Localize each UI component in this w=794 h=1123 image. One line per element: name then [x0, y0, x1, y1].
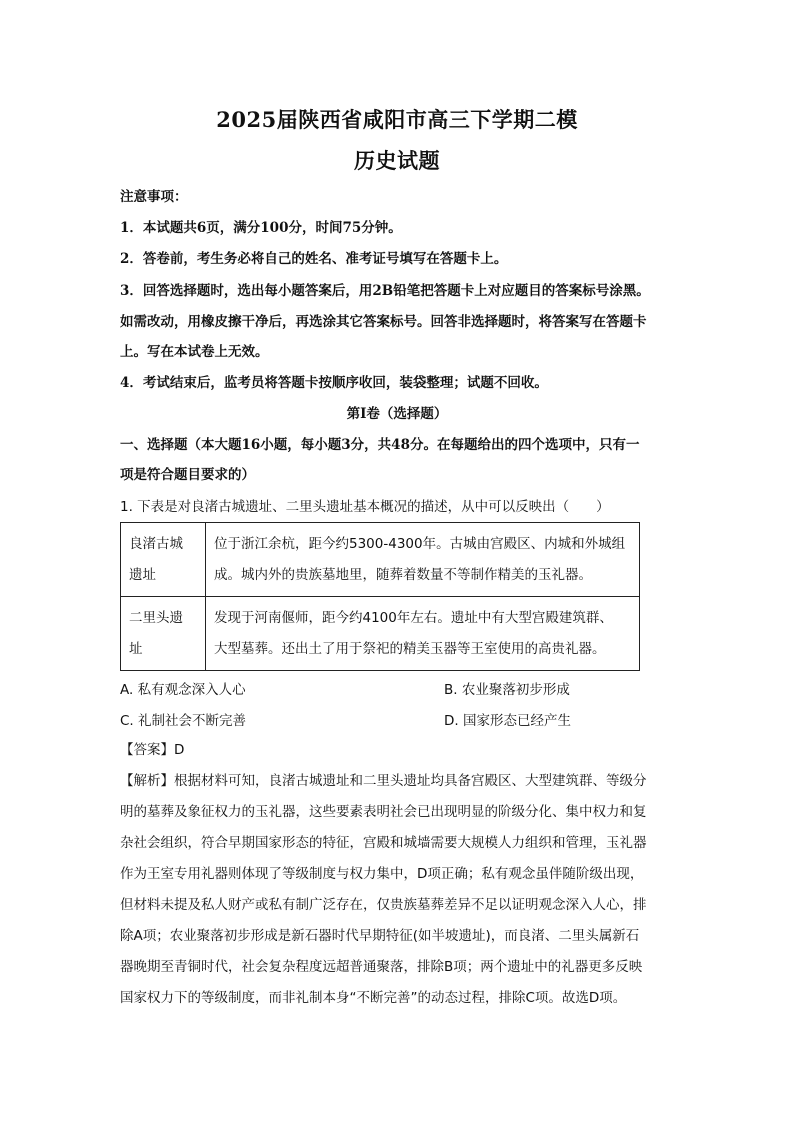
- section-instruction: 一、选择题（本大题16小题，每小题3分，共48分。在每题给出的四个选项中，只有一: [120, 437, 640, 453]
- site-description-line: 位于浙江余杭，距今约5300-4300年。古城由宫殿区、内城和外城组: [214, 535, 626, 552]
- section-title: 第I卷（选择题）: [346, 406, 448, 422]
- page-title: 2025届陕西省咸阳市高三下学期二模: [216, 107, 578, 132]
- note-item: 如需改动，用橡皮擦干净后，再选涂其它答案标号。回答非选择题时，将答案写在答题卡: [120, 314, 647, 330]
- note-item: 4．考试结束后，监考员将答题卡按顺序收回，装袋整理；试题不回收。: [120, 375, 548, 391]
- note-item: 3．回答选择题时，选出每小题答案后，用2B铅笔把答题卡上对应题目的答案标号涂黑。: [120, 283, 650, 299]
- option-b: B. 农业聚落初步形成: [444, 682, 570, 698]
- table-row: [121, 523, 640, 597]
- site-description-line: 成。城内外的贵族墓地里，随葬着数量不等制作精美的玉礼器。: [214, 566, 592, 583]
- analysis-line: 作为王室专用礼器则体现了等级制度与权力集中，D项正确；私有观念虽伴随阶级出现，: [120, 866, 644, 882]
- section-instruction: 项是符合题目要求的）: [120, 467, 255, 483]
- site-description-line: 大型墓葬。还出土了用于祭祀的精美玉器等王室使用的高贵礼器。: [214, 640, 606, 657]
- notes-heading: 注意事项：: [120, 189, 188, 205]
- analysis-line: 杂社会组织，符合早期国家形态的特征，宫殿和城墙需要大规模人力组织和管理，玉礼器: [120, 835, 647, 851]
- analysis-line: 【解析】根据材料可知，良渚古城遗址和二里头遗址均具备宫殿区、大型建筑群、等级分: [120, 773, 647, 789]
- site-name-line: 二里头遗: [129, 609, 183, 626]
- analysis-line: 国家权力下的等级制度，而非礼制本身“不断完善”的动态过程，排除C项。故选D项。: [120, 990, 627, 1006]
- analysis-line: 除A项；农业聚落初步形成是新石器时代早期特征(如半坡遗址)，而良渚、二里头属新石: [120, 928, 640, 944]
- page-subtitle: 历史试题: [354, 148, 440, 173]
- option-a: A. 私有观念深入人心: [120, 682, 246, 698]
- site-table: [120, 522, 640, 671]
- site-name-cell: [121, 597, 206, 671]
- site-name-line: 址: [129, 640, 143, 657]
- answer: 【答案】D: [120, 742, 185, 758]
- site-description-line: 发现于河南偃师，距今约4100年左右。遗址中有大型宫殿建筑群、: [214, 609, 613, 626]
- site-name-line: 良渚古城: [129, 535, 183, 552]
- option-d: D. 国家形态已经产生: [444, 713, 571, 729]
- site-name-line: 遗址: [129, 566, 156, 583]
- analysis-line: 明的墓葬及象征权力的玉礼器，这些要素表明社会已出现明显的阶级分化、集中权力和复: [120, 804, 647, 820]
- note-item: 上。写在本试卷上无效。: [120, 344, 269, 360]
- option-c: C. 礼制社会不断完善: [120, 713, 247, 729]
- site-name-cell: [121, 523, 206, 597]
- analysis-line: 但材料未提及私人财产或私有制广泛存在，仅贵族墓葬差异不足以证明观念深入人心，排: [120, 897, 647, 913]
- table-row: [121, 597, 640, 671]
- site-description-cell: [206, 597, 640, 671]
- note-item: 1．本试题共6页，满分100分，时间75分钟。: [120, 220, 402, 236]
- analysis-line: 器晚期至青铜时代，社会复杂程度远超普通聚落，排除B项；两个遗址中的礼器更多反映: [120, 959, 643, 975]
- question-stem: 1. 下表是对良渚古城遗址、二里头遗址基本概况的描述，从中可以反映出（ ）: [120, 499, 610, 515]
- site-description-cell: [206, 523, 640, 597]
- note-item: 2．答卷前，考生务必将自己的姓名、准考证号填写在答题卡上。: [120, 251, 508, 267]
